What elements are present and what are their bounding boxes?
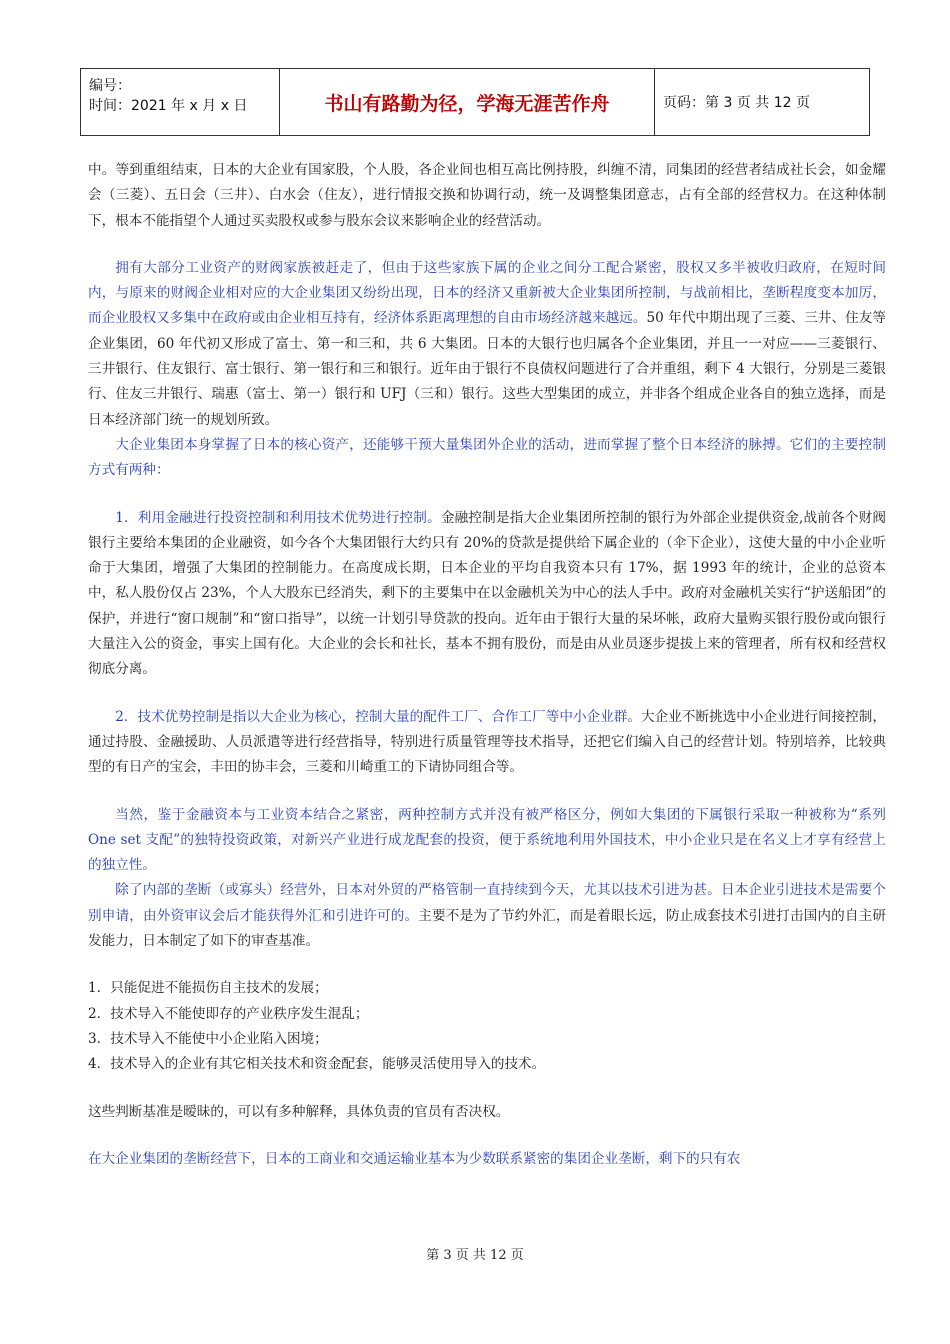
paragraph — [88, 878, 886, 954]
paragraph — [88, 256, 886, 433]
list-item: 4．技术导入的企业有其它相关技术和资金配套，能够灵活使用导入的技术。 — [88, 1056, 546, 1073]
paragraph: 当然，鉴于金融资本与工业资本结合之紧密，两种控制方式并没有被严格区分，例如大集团的下属银行采取一种被称为“系列 One set 支配”的独特投资政策，对新兴产业进行成龙配套的投资，便于系统地利用外国技术，中小企业只是在名义上才享有经营上的独立性。 — [88, 806, 886, 874]
list-item: 1．只能促进不能损伤自主技术的发展； — [88, 980, 328, 997]
paragraph-text: 50 年代中期出现了三菱、三井、住友等企业集团，60 年代初又形成了富士、第一和三和，共 6 大集团。日本的大银行也归属各个企业集团，并且一一对应——三菱银行、三井银行、住友银行、富士银行、第一银行和三和银行。近年由于银行不良债权问题进行了合并重组，剩下 4 大银行，分别是三菱银行、住友三井银行、瑞惠（富士、第一）银行和 UFJ（三和）银行。这些大型集团的成立，并非各个组成企业各自的独立选择，而是日本经济部门统一的规划所致。 — [88, 310, 887, 428]
number-label: 编号： — [89, 78, 131, 94]
header-meta — [81, 69, 280, 135]
paragraph: 中。等到重组结束，日本的大企业有国家股，个人股，各企业间也相互高比例持股，纠缠不清，同集团的经营者结成社长会，如金耀会（三菱）、五日会（三井）、白水会（住友），进行情报交换和协调行动，统一及调整集团意志，占有全部的经营权力。在这种体制下，根本不能指望个人通过买卖股权或参与股东会议来影响企业的经营活动。 — [88, 162, 886, 229]
paragraph-text: 主要不是为了节约外汇，而是着眼长远，防止成套技术引进打击国内的自主研发能力，日本制定了如下的审查基准。 — [88, 907, 887, 950]
list-item: 3．技术导入不能使中小企业陷入困境； — [88, 1030, 328, 1047]
paragraph: 这些判断基准是暧昧的，可以有多种解释，具体负责的官员有否决权。 — [88, 1103, 510, 1120]
time-label: 时间：2021 年 x 月 x 日 — [89, 98, 248, 114]
paragraph — [88, 506, 886, 683]
paragraph: 在大企业集团的垄断经营下，日本的工商业和交通运输业基本为少数联系紧密的集团企业垄断，剩下的只有农 — [88, 1150, 741, 1167]
header-motto-cell — [280, 69, 655, 135]
page-header — [80, 68, 870, 136]
document-body — [88, 158, 886, 1172]
paragraph: 大企业集团本身掌握了日本的核心资产，还能够干预大量集团外企业的活动，进而掌握了整个日本经济的脉搏。它们的主要控制方式有两种： — [88, 436, 886, 479]
paragraph-text: 金融控制是指大企业集团所控制的银行为外部企业提供资金,战前各个财阀银行主要给本集团的企业融资，如今各个大集团银行大约只有 20%的贷款是提供给下属企业的（伞下企业），这使大量的中小企业听命于大集团，增强了大集团的控制能力。在高度成长期，日本企业的平均自我资本只有 17%，据 1993 年的统计，企业的总资本中，私人股份仅占 23%，个人大股东已经消失，剩下的主要集中在以金融机关为中心的法人手中。政府对金融机关实行“护送船团”的保护，并进行“窗口规制”和“窗口指导”，以统一计划引导贷款的投向。近年由于银行大量的呆坏帐，政府大量购买银行股份或向银行大量注入公的资金，事实上国有化。大企业的会长和社长，基本不拥有股份，而是由从业员逐步提拔上来的管理者，所有权和经营权彻底分离。 — [88, 509, 886, 678]
paragraph-text: 大企业不断挑选中小企业进行间接控制，通过持股、金融援助、人员派遣等进行经营指导，特别进行质量管理等技术指导，还把它们编入自己的经营计划。特别培养，比较典型的有日产的宝会，丰田的协丰会，三菱和川崎重工的下请协同组合等。 — [88, 708, 886, 776]
page-info: 页码：第 3 页 共 12 页 — [663, 95, 810, 111]
list-item: 2．技术导入不能使即存的产业秩序发生混乱； — [88, 1005, 369, 1022]
highlighted-text: 除了内部的垄断（或寡头）经营外，日本对外贸的严格管制一直持续到今天，尤其以技术引进为甚。日本企业引进技术是需要个别申请，由外资审议会后才能获得外汇和引进许可的。 — [88, 882, 886, 924]
paragraph — [88, 705, 886, 781]
header-page-cell — [655, 69, 869, 135]
highlighted-text: 1．利用金融进行投资控制和利用技术优势进行控制。 — [115, 509, 441, 526]
highlighted-text: 拥有大部分工业资产的财阀家族被赶走了，但由于这些家族下属的企业之间分工配合紧密，股权又多半被收归政府，在短时间内，与原来的财阀企业相对应的大企业集团又纷纷出现，日本的经济又重新被大企业集团所控制，与战前相比，垄断程度变本加厉，而企业股权又多集中在政府或由企业相互持有，经济体系距离理想的自由市场经济越来越远。 — [88, 259, 886, 327]
highlighted-text: 2．技术优势控制是指以大企业为核心，控制大量的配件工厂、合作工厂等中小企业群。 — [115, 708, 642, 725]
motto: 书山有路勤为径，学海无涯苦作舟 — [324, 92, 610, 115]
page-footer: 第 3 页 共 12 页 — [426, 1248, 524, 1263]
